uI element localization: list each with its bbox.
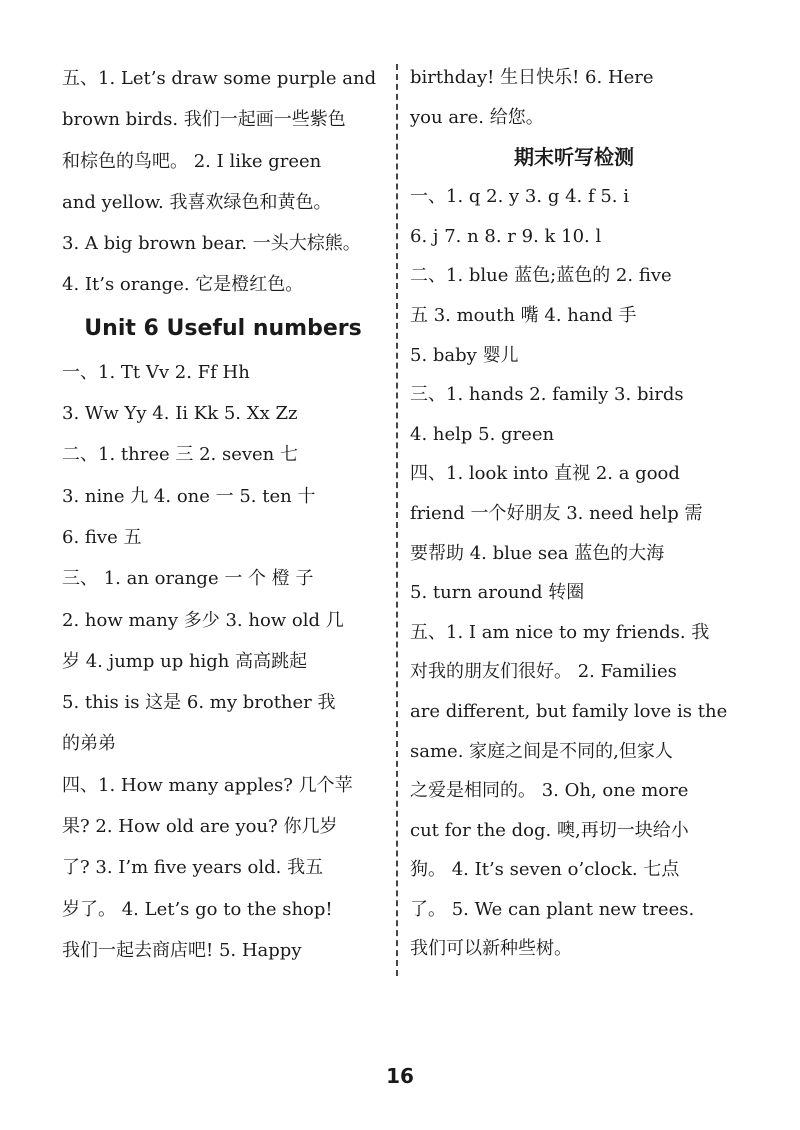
page-number: 16 [386,1064,414,1088]
text-line: 5. this is 这是 6. my brother 我 [62,692,336,714]
text-line: 我们可以新种些树。 [410,938,572,960]
text-line: 我们一起去商店吧! 5. Happy [62,939,302,961]
text-line: 果? 2. How old are you? 你几岁 [62,816,338,838]
text-line: 的弟弟 [62,733,116,755]
text-line: 6. five 五 [62,526,142,548]
text-line: 四、1. How many apples? 几个苹 [62,774,353,796]
text-line: 4. help 5. green [410,423,555,445]
text-line: 2. how many 多少 3. how old 几 [62,609,344,631]
text-line: 3. nine 九 4. one 一 5. ten 十 [62,485,316,507]
text-line: 5. baby 婴儿 [410,344,519,366]
text-line: 二、1. blue 蓝色;蓝色的 2. five [410,265,672,287]
text-line: 4. It’s orange. 它是橙红色。 [62,274,304,296]
text-line: 3. A big brown bear. 一头大棕熊。 [62,233,361,255]
text-line: 五、1. Let’s draw some purple and [62,68,377,89]
text-line: 之爱是相同的。 3. Oh, one more [410,780,689,802]
text-line: 5. turn around 转圈 [410,582,585,604]
text-line: 一、1. Tt Vv 2. Ff Hh [62,361,250,383]
section-heading: 期末听写检测 [514,145,634,170]
text-line: cut for the dog. 噢,再切一块给小 [410,819,689,841]
text-line: 狗。 4. It’s seven o’clock. 七点 [410,859,680,881]
text-line: 五、1. I am nice to my friends. 我 [410,621,710,643]
text-line: 岁了。 4. Let’s go to the shop! [62,898,333,920]
text-line: 三、 1. an orange 一 个 橙 子 [62,568,314,590]
text-line: 和棕色的鸟吧。 2. I like green [62,150,322,172]
text-line: and yellow. 我喜欢绿色和黄色。 [62,191,332,213]
text-line: 一、1. q 2. y 3. g 4. f 5. i [410,186,629,208]
text-line: friend 一个好朋友 3. need help 需 [410,502,703,524]
text-line: birthday! 生日快乐! 6. Here [410,67,654,88]
text-line: 三、1. hands 2. family 3. birds [410,384,684,406]
text-line: 了? 3. I’m five years old. 我五 [62,857,324,879]
text-line: same. 家庭之间是不同的,但家人 [410,740,673,762]
text-line: 3. Ww Yy 4. Ii Kk 5. Xx Zz [62,403,298,425]
text-line: 6. j 7. n 8. r 9. k 10. l [410,225,602,247]
text-line: 岁 4. jump up high 高高跳起 [62,650,308,672]
right-column [410,58,738,969]
text-line: 了。 5. We can plant new trees. [410,898,695,920]
text-line: 对我的朋友们很好。 2. Families [410,661,677,683]
text-line: 五 3. mouth 嘴 4. hand 手 [410,304,637,326]
unit-heading: Unit 6 Useful numbers [84,315,362,341]
left-column [62,58,384,971]
text-line: 二、1. three 三 2. seven 七 [62,444,298,466]
text-line: 四、1. look into 直视 2. a good [410,463,680,485]
text-line: you are. 给您。 [410,106,544,128]
text-line: brown birds. 我们一起画一些紫色 [62,109,346,131]
text-line: are different, but family love is the [410,700,728,722]
column-divider [396,64,398,976]
text-line: 要帮助 4. blue sea 蓝色的大海 [410,542,665,564]
